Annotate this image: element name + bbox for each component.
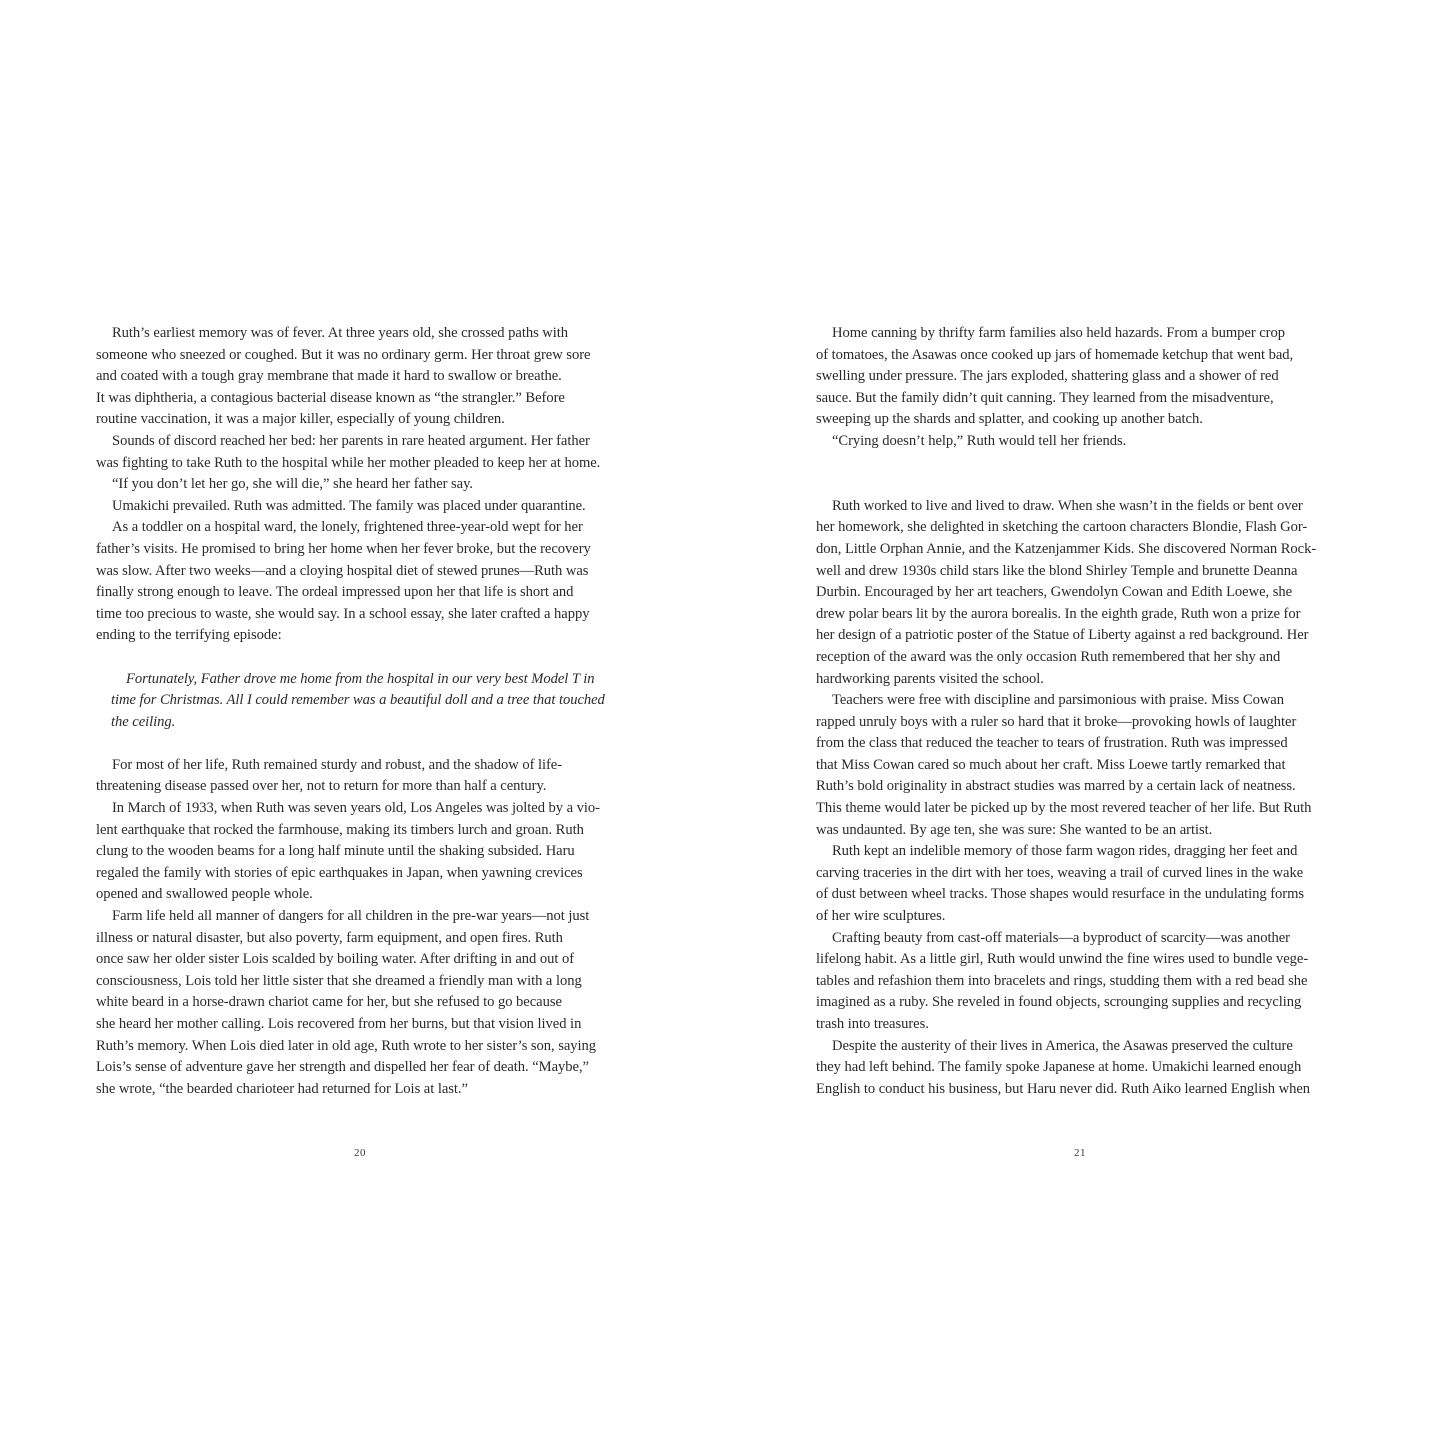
text-line: hardworking parents visited the school.: [816, 670, 1044, 687]
text-line: sauce. But the family didn’t quit canning. They learned from the misadventure,: [816, 389, 1274, 406]
text-line: lent earthquake that rocked the farmhouse, making its timbers lurch and groan. Ruth: [96, 821, 584, 838]
text-line: English to conduct his business, but Haru never did. Ruth Aiko learned English when: [816, 1080, 1310, 1097]
text-line: Farm life held all manner of dangers for all children in the pre-war years—not just: [112, 908, 590, 925]
text-line: finally strong enough to leave. The ordeal impressed upon her that life is short and: [96, 584, 574, 601]
text-line: Durbin. Encouraged by her art teachers, Gwendolyn Cowan and Edith Loewe, she: [816, 584, 1293, 601]
text-line: sweeping up the shards and splatter, and cooking up another batch.: [816, 411, 1203, 428]
text-line: illness or natural disaster, but also poverty, farm equipment, and open fires. Ruth: [96, 929, 563, 946]
text-line: her design of a patriotic poster of the Statue of Liberty against a red background. Her: [816, 627, 1309, 644]
text-line: clung to the wooden beams for a long half minute until the shaking subsided. Haru: [96, 843, 575, 860]
text-line: don, Little Orphan Annie, and the Katzenjammer Kids. She discovered Norman Rock-: [816, 540, 1317, 557]
text-line: and coated with a tough gray membrane that made it hard to swallow or breathe.: [96, 368, 562, 385]
text-line: of tomatoes, the Asawas once cooked up jars of homemade ketchup that went bad,: [816, 346, 1294, 363]
blank-line: [96, 647, 626, 669]
text-line: was undaunted. By age ten, she was sure: She wanted to be an artist.: [816, 821, 1213, 838]
text-line: well and drew 1930s child stars like the blond Shirley Temple and brunette Deanna: [816, 562, 1298, 579]
text-line: once saw her older sister Lois scalded by boiling water. After drifting in and out of: [96, 951, 575, 968]
text-line: Crafting beauty from cast-off materials—a byproduct of scarcity—was another: [832, 929, 1290, 946]
text-line: Teachers were free with discipline and parsimonious with praise. Miss Cowan: [832, 692, 1284, 709]
text-line: time too precious to waste, she would say. In a school essay, she later crafted a happy: [96, 605, 590, 622]
text-line: someone who sneezed or coughed. But it was no ordinary germ. Her throat grew sore: [96, 346, 591, 363]
text-line: her homework, she delighted in sketching the cartoon characters Blondie, Flash Gor-: [816, 519, 1308, 536]
text-line: Ruth’s earliest memory was of fever. At three years old, she crossed paths with: [112, 325, 569, 341]
text-line: rapped unruly boys with a ruler so hard that it broke—provoking howls of laughter: [816, 713, 1297, 730]
text-line: threatening disease passed over her, not to return for more than half a century.: [96, 778, 547, 795]
page-number-right: 21: [1074, 1147, 1086, 1159]
text-line: Ruth’s bold originality in abstract studies was marred by a certain lack of neatness.: [816, 778, 1296, 795]
text-line: routine vaccination, it was a major killer, especially of young children.: [96, 411, 505, 428]
text-line: Lois’s sense of adventure gave her strength and dispelled her fear of death. “Maybe,”: [96, 1059, 589, 1076]
right-page-text: [816, 323, 1346, 1100]
text-line: she wrote, “the bearded charioteer had returned for Lois at last.”: [96, 1080, 468, 1097]
text-line: imagined as a ruby. She reveled in found objects, scrounging supplies and recycling: [816, 994, 1302, 1011]
text-line: carving traceries in the dirt with her toes, weaving a trail of curved lines in the wake: [816, 864, 1304, 881]
text-line: Umakichi prevailed. Ruth was admitted. The family was placed under quarantine.: [112, 497, 586, 514]
text-line: regaled the family with stories of epic earthquakes in Japan, when yawning crevices: [96, 864, 583, 881]
text-line: Ruth kept an indelible memory of those farm wagon rides, dragging her feet and: [832, 843, 1298, 860]
text-line: of her wire sculptures.: [816, 908, 946, 925]
text-line: father’s visits. He promised to bring her home when her fever broke, but the recovery: [96, 540, 591, 557]
text-line: of dust between wheel tracks. Those shapes would resurface in the undulating forms: [816, 886, 1305, 903]
text-line: they had left behind. The family spoke Japanese at home. Umakichi learned enough: [816, 1059, 1302, 1076]
blank-line: [96, 733, 626, 755]
text-line: tables and refashion them into bracelets and rings, studding them with a red bead she: [816, 972, 1308, 989]
text-line: Sounds of discord reached her bed: her parents in rare heated argument. Her father: [112, 432, 590, 449]
blank-line: [816, 453, 1346, 475]
text-line: lifelong habit. As a little girl, Ruth would unwind the fine wires used to bundle vege-: [816, 951, 1309, 968]
text-line: As a toddler on a hospital ward, the lonely, frightened three-year-old wept for her: [112, 519, 583, 536]
text-line: In March of 1933, when Ruth was seven years old, Los Angeles was jolted by a vio-: [112, 800, 600, 817]
text-line: opened and swallowed people whole.: [96, 886, 313, 903]
text-line: white beard in a horse-drawn chariot came for her, but she refused to go because: [96, 994, 562, 1011]
left-page-text: [96, 323, 626, 1100]
text-line: This theme would later be picked up by the most revered teacher of her life. But Ruth: [816, 800, 1312, 817]
text-line: that Miss Cowan cared so much about her craft. Miss Loewe tartly remarked that: [816, 756, 1286, 773]
text-line: Despite the austerity of their lives in America, the Asawas preserved the culture: [832, 1037, 1293, 1054]
quote-line: Fortunately, Father drove me home from the hospital in our very best Model T in: [126, 670, 595, 687]
text-line: “Crying doesn’t help,” Ruth would tell her friends.: [832, 432, 1127, 449]
text-line: It was diphtheria, a contagious bacterial disease known as “the strangler.” Before: [96, 389, 565, 406]
page-number-left: 20: [354, 1147, 366, 1159]
text-line: consciousness, Lois told her little sister that she dreamed a friendly man with a long: [96, 972, 582, 989]
text-line: Ruth worked to live and lived to draw. When she wasn’t in the fields or bent over: [832, 497, 1303, 514]
text-line: ending to the terrifying episode:: [96, 627, 282, 644]
text-line: Ruth’s memory. When Lois died later in old age, Ruth wrote to her sister’s son, saying: [96, 1037, 597, 1054]
text-line: “If you don’t let her go, she will die,” she heard her father say.: [112, 476, 474, 493]
text-line: Home canning by thrifty farm families also held hazards. From a bumper crop: [832, 325, 1285, 341]
text-line: drew polar bears lit by the aurora borealis. In the eighth grade, Ruth won a prize for: [816, 605, 1301, 622]
text-line: was slow. After two weeks—and a cloying hospital diet of stewed prunes—Ruth was: [96, 562, 589, 579]
text-line: was fighting to take Ruth to the hospital while her mother pleaded to keep her at home.: [96, 454, 601, 471]
text-line: For most of her life, Ruth remained sturdy and robust, and the shadow of life-: [112, 756, 563, 773]
text-line: swelling under pressure. The jars exploded, shattering glass and a shower of red: [816, 368, 1279, 385]
text-line: she heard her mother calling. Lois recovered from her burns, but that vision lived in: [96, 1016, 582, 1032]
text-line: trash into treasures.: [816, 1016, 929, 1032]
blank-line: [816, 474, 1346, 496]
quote-line: the ceiling.: [111, 713, 176, 730]
text-line: reception of the award was the only occasion Ruth remembered that her shy and: [816, 648, 1281, 665]
quote-line: time for Christmas. All I could remember was a beautiful doll and a tree that touched: [111, 692, 605, 709]
text-line: from the class that reduced the teacher to tears of frustration. Ruth was impressed: [816, 735, 1288, 752]
